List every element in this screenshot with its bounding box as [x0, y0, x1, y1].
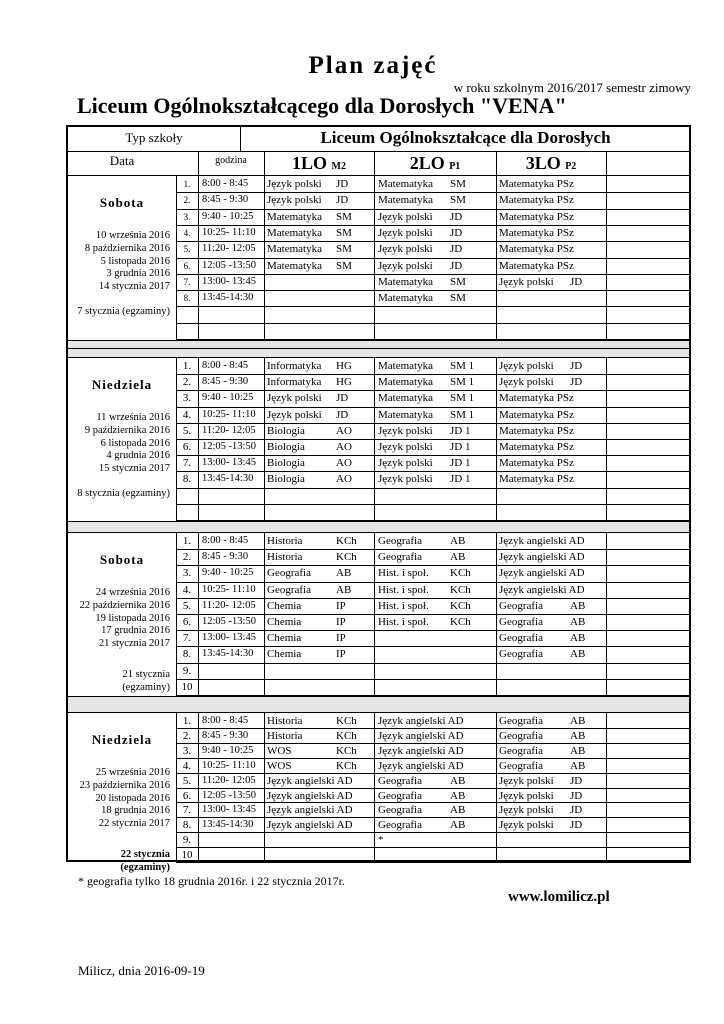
subject-3lo: Matematyka PSz — [499, 457, 574, 470]
subject-2lo: Hist. i społ. — [378, 599, 429, 612]
teacher-1lo: HG — [336, 376, 352, 389]
lesson-time: 13:00- 13:45 — [202, 632, 256, 644]
teacher-1lo: KCh — [336, 551, 357, 564]
lesson-time: 9:40 - 10:25 — [202, 392, 254, 404]
session-date: 20 listopada 2016 — [95, 792, 170, 804]
subject-2lo: Język polski — [378, 424, 433, 437]
teacher-1lo: KCh — [336, 729, 357, 742]
subject-1lo: Chemia — [267, 648, 302, 661]
lesson-number: 10 — [181, 680, 193, 693]
teacher-1lo: AO — [336, 473, 352, 486]
teacher-1lo: KCh — [336, 744, 357, 757]
lesson-number: 4. — [182, 583, 192, 596]
data-label: Data — [109, 153, 135, 168]
lesson-number: 7. — [182, 457, 192, 470]
subject-3lo: Geografia — [499, 632, 543, 645]
teacher-1lo: SM — [336, 243, 352, 256]
subject-2lo: Hist. i społ. — [378, 616, 429, 628]
subject-2lo: Matematyka — [378, 275, 433, 288]
subject-2lo: Język polski — [378, 457, 433, 470]
teacher-3lo: JD — [570, 360, 583, 372]
subject-2lo: Geografia — [378, 551, 422, 564]
teacher-3lo: AB — [570, 648, 586, 661]
session-date: 8 października 2016 — [84, 242, 170, 254]
subject-2lo: Język angielski AD — [378, 715, 464, 727]
session-date: 19 listopada 2016 — [95, 612, 170, 624]
teacher-2lo: SM 1 — [450, 408, 475, 421]
subject-1lo: Język angielski AD — [267, 789, 353, 802]
subject-3lo: Geografia — [499, 759, 543, 772]
lesson-number: 1. — [183, 179, 191, 189]
teacher-2lo: JD 1 — [450, 424, 471, 437]
subject-1lo: Język angielski AD — [267, 774, 353, 787]
lesson-time: 11:20- 12:05 — [202, 774, 256, 786]
lesson-time: 12:05 -13:50 — [202, 616, 256, 627]
subject-2lo: Matematyka — [378, 376, 433, 389]
lesson-time: 8:00 - 8:45 — [202, 715, 249, 726]
subject-3lo: Geografia — [499, 744, 543, 757]
subject-2lo: Język polski — [378, 243, 433, 256]
teacher-2lo: JD — [450, 259, 463, 272]
lesson-time: 8:00 - 8:45 — [202, 360, 249, 371]
teacher-1lo: SM — [336, 210, 352, 223]
lesson-time: 13:00- 13:45 — [202, 457, 256, 469]
subject-1lo: Matematyka — [267, 226, 322, 239]
teacher-2lo: JD — [450, 243, 463, 256]
school-type-value: Liceum Ogólnokształcące dla Dorosłych — [320, 128, 611, 147]
subject-1lo: Informatyka — [267, 376, 322, 389]
subject-3lo: Język polski — [499, 275, 554, 288]
exam-date: 8 stycznia (egzaminy) — [77, 488, 170, 499]
subject-3lo: Matematyka PSz — [499, 259, 574, 272]
session-date: 24 września 2016 — [95, 587, 170, 598]
teacher-1lo: KCh — [336, 759, 357, 772]
subject-3lo: Matematyka PSz — [499, 408, 574, 421]
subject-3lo: Geografia — [499, 616, 543, 628]
teacher-3lo: AB — [570, 715, 586, 727]
teacher-2lo: KCh — [450, 616, 471, 628]
subject-1lo: Informatyka — [267, 360, 322, 372]
subject-3lo: Matematyka PSz — [499, 194, 574, 207]
teacher-2lo: JD — [450, 226, 463, 239]
teacher-3lo: JD — [570, 819, 583, 832]
exam-date: 22 stycznia — [120, 849, 170, 860]
lesson-number: 5. — [182, 774, 192, 787]
teacher-2lo: JD — [450, 210, 463, 223]
class-header-2lo: 2LO P1 — [409, 153, 461, 173]
lesson-number: 2. — [183, 195, 191, 206]
subject-2lo: Matematyka — [378, 360, 433, 372]
lesson-number: 1. — [182, 360, 192, 372]
subject-3lo: Język angielski AD — [499, 583, 585, 596]
subject-2lo: Język polski — [378, 210, 433, 223]
day-label: Niedziela — [91, 377, 153, 392]
teacher-1lo: HG — [336, 360, 352, 372]
subject-3lo: Geografia — [499, 729, 543, 742]
subject-3lo: Język polski — [499, 774, 554, 787]
schedule-table — [66, 125, 691, 873]
subject-3lo: Geografia — [499, 648, 543, 661]
lesson-number: 6. — [182, 789, 192, 802]
session-date: 25 września 2016 — [95, 767, 170, 778]
session-date: 10 września 2016 — [95, 230, 170, 241]
lesson-time: 10:25- 11:10 — [202, 226, 256, 238]
lesson-time: 10:25- 11:10 — [202, 759, 256, 771]
teacher-1lo: IP — [336, 599, 346, 612]
subject-3lo: Matematyka PSz — [499, 178, 574, 190]
teacher-3lo: AB — [570, 744, 586, 757]
lesson-time: 13:00- 13:45 — [202, 804, 256, 816]
teacher-1lo: AO — [336, 441, 352, 453]
subject-2lo: Geografia — [378, 804, 422, 817]
teacher-2lo: SM — [450, 194, 466, 207]
lesson-time: 8:45 - 9:30 — [202, 551, 249, 563]
subject-1lo: Matematyka — [267, 243, 322, 256]
lesson-number: 7. — [183, 276, 191, 287]
lesson-time: 11:20- 12:05 — [202, 424, 256, 436]
exam-date: (egzaminy) — [120, 862, 170, 873]
day-label: Niedziela — [91, 732, 153, 747]
day-label: Sobota — [99, 195, 145, 210]
teacher-1lo: JD — [336, 408, 349, 421]
subject-2lo: Język angielski AD — [378, 759, 464, 772]
session-date: 4 grudnia 2016 — [106, 450, 170, 462]
lesson-time: 8:45 - 9:30 — [202, 729, 249, 741]
session-date: 5 listopada 2016 — [100, 255, 170, 267]
subject-1lo: Historia — [267, 729, 303, 742]
teacher-1lo: SM — [336, 259, 352, 272]
godzina-label: godzina — [215, 155, 247, 166]
lesson-time: 8:45 - 9:30 — [202, 194, 249, 206]
session-date: 17 grudnia 2016 — [101, 625, 170, 637]
subject-1lo: Język polski — [267, 392, 322, 405]
lesson-number: 7. — [182, 632, 192, 645]
subject-1lo: Język angielski AD — [267, 804, 353, 817]
subject-1lo: Chemia — [267, 599, 302, 612]
subject-2lo: Język angielski AD — [378, 744, 464, 757]
subject-3lo: Język angielski AD — [499, 567, 585, 580]
teacher-2lo: SM — [450, 178, 466, 190]
lesson-time: 11:20- 12:05 — [202, 243, 256, 255]
subject-1lo: Geografia — [267, 583, 311, 596]
teacher-3lo: JD — [570, 774, 583, 787]
lesson-number: 5. — [182, 424, 192, 437]
lesson-time: 9:40 - 10:25 — [202, 567, 254, 579]
subject-3lo: Język polski — [499, 789, 554, 802]
subject-1lo: Biologia — [267, 424, 305, 437]
teacher-3lo: JD — [570, 789, 583, 802]
teacher-1lo: KCh — [336, 715, 357, 727]
subject-2lo: Geografia — [378, 819, 422, 832]
teacher-1lo: AB — [336, 583, 352, 596]
page-title: Plan zajęć — [308, 52, 438, 79]
lesson-number: 8. — [183, 293, 191, 304]
subject-2lo: Geografia — [378, 789, 422, 802]
teacher-2lo: SM — [450, 275, 466, 288]
subject-2lo: Matematyka — [378, 392, 433, 405]
exam-date: 7 stycznia (egzaminy) — [77, 306, 170, 317]
subject-2lo: Język polski — [378, 441, 433, 453]
subject-3lo: Matematyka PSz — [499, 210, 574, 223]
lesson-time: 12:05 -13:50 — [202, 441, 256, 452]
subject-1lo: Historia — [267, 715, 303, 727]
teacher-1lo: IP — [336, 616, 346, 628]
lesson-number: 6. — [182, 441, 192, 453]
lesson-number: 9. — [182, 834, 192, 847]
subject-1lo: Biologia — [267, 473, 305, 486]
lesson-number: 7. — [182, 804, 192, 817]
subject-3lo: Język polski — [499, 819, 554, 832]
subject-2lo: Język polski — [378, 226, 433, 239]
lesson-number: 1. — [182, 715, 192, 727]
teacher-1lo: JD — [336, 178, 349, 190]
subject-1lo: Geografia — [267, 567, 311, 580]
footnote: * geografia tylko 18 grudnia 2016r. i 22 stycznia 2017r. — [78, 874, 345, 888]
teacher-3lo: JD — [570, 376, 583, 389]
lesson-number: 9. — [182, 664, 192, 677]
teacher-1lo: AO — [336, 457, 352, 470]
website-url: www.lomilicz.pl — [508, 889, 610, 905]
lesson-number: 2. — [182, 376, 192, 389]
subject-1lo: WOS — [267, 759, 292, 772]
teacher-2lo: SM 1 — [450, 360, 475, 372]
lesson-time: 13:45-14:30 — [202, 292, 254, 304]
session-date: 22 stycznia 2017 — [98, 818, 170, 830]
teacher-3lo: AB — [570, 729, 586, 742]
subject-3lo: Matematyka PSz — [499, 473, 574, 486]
subject-1lo: Język polski — [267, 194, 322, 207]
subject-1lo: Matematyka — [267, 259, 322, 272]
teacher-2lo: KCh — [450, 567, 471, 580]
subject-1lo: Chemia — [267, 632, 302, 645]
subject-2lo: Hist. i społ. — [378, 567, 429, 580]
session-date: 3 grudnia 2016 — [106, 268, 170, 280]
lesson-number: 6. — [182, 616, 192, 628]
session-date: 6 listopada 2016 — [100, 437, 170, 449]
teacher-2lo: AB — [450, 774, 466, 787]
subject-3lo: Matematyka PSz — [499, 392, 574, 405]
session-date: 11 września 2016 — [96, 412, 170, 423]
subject-2lo: Język angielski AD — [378, 729, 464, 742]
subject-3lo: Język angielski AD — [499, 551, 585, 564]
subject-3lo: Matematyka PSz — [499, 243, 574, 256]
lesson-time: 12:05 -13:50 — [202, 259, 256, 271]
subject-2lo: * — [378, 834, 384, 847]
session-date: 18 grudnia 2016 — [101, 805, 170, 817]
subject-3lo: Język angielski AD — [499, 535, 585, 547]
lesson-time: 11:20- 12:05 — [202, 599, 256, 611]
lesson-time: 12:05 -13:50 — [202, 789, 256, 801]
teacher-2lo: AB — [450, 535, 466, 547]
lesson-number: 8. — [182, 648, 192, 661]
teacher-1lo: JD — [336, 392, 349, 405]
school-name: Liceum Ogólnokształcącego dla Dorosłych "VENA" — [77, 93, 567, 118]
session-date: 21 stycznia 2017 — [98, 638, 170, 650]
subject-1lo: Biologia — [267, 457, 305, 470]
lesson-number: 10 — [181, 849, 193, 862]
lesson-number: 4. — [182, 759, 192, 772]
lesson-time: 13:45-14:30 — [202, 819, 254, 831]
subject-1lo: Język angielski AD — [267, 819, 353, 832]
lesson-number: 2. — [182, 729, 192, 742]
teacher-2lo: SM 1 — [450, 392, 475, 405]
teacher-1lo: AB — [336, 567, 352, 580]
subject-2lo: Matematyka — [378, 194, 433, 207]
teacher-2lo: JD 1 — [450, 473, 471, 486]
subject-3lo: Geografia — [499, 599, 543, 612]
subject-1lo: WOS — [267, 744, 292, 757]
typ-szkoly-label: Typ szkoły — [125, 130, 183, 145]
teacher-2lo: AB — [450, 789, 466, 802]
teacher-3lo: AB — [570, 616, 586, 628]
subject-2lo: Język polski — [378, 473, 433, 486]
teacher-2lo: AB — [450, 819, 466, 832]
subject-1lo: Historia — [267, 551, 303, 564]
teacher-1lo: SM — [336, 226, 352, 239]
lesson-number: 3. — [183, 211, 191, 222]
subject-2lo: Matematyka — [378, 178, 433, 190]
teacher-3lo: AB — [570, 599, 586, 612]
lesson-number: 8. — [182, 473, 192, 486]
lesson-number: 5. — [182, 599, 192, 612]
lesson-time: 10:25- 11:10 — [202, 583, 256, 595]
teacher-1lo: IP — [336, 648, 346, 661]
lesson-number: 4. — [182, 408, 192, 421]
lesson-time: 13:45-14:30 — [202, 648, 254, 660]
session-date: 23 października 2016 — [79, 779, 170, 791]
subtitle: w roku szkolnym 2016/2017 semestr zimowy — [453, 80, 691, 95]
subject-2lo: Hist. i społ. — [378, 583, 429, 596]
session-date: 15 stycznia 2017 — [98, 463, 170, 475]
lesson-number: 6. — [183, 260, 191, 271]
subject-3lo: Matematyka PSz — [499, 441, 574, 453]
lesson-number: 4. — [183, 227, 191, 238]
subject-2lo: Język polski — [378, 259, 433, 272]
lesson-number: 3. — [182, 392, 192, 405]
exam-date: (egzaminy) — [122, 682, 170, 693]
subject-1lo: Biologia — [267, 441, 305, 453]
teacher-2lo: SM — [450, 292, 466, 305]
teacher-2lo: AB — [450, 551, 466, 564]
teacher-2lo: JD 1 — [450, 441, 471, 453]
subject-3lo: Matematyka PSz — [499, 424, 574, 437]
teacher-3lo: JD — [570, 275, 583, 288]
lesson-time: 13:00- 13:45 — [202, 275, 256, 287]
teacher-1lo: IP — [336, 632, 346, 645]
subject-3lo: Geografia — [499, 715, 543, 727]
teacher-2lo: KCh — [450, 599, 471, 612]
session-date: 22 października 2016 — [79, 599, 170, 611]
lesson-time: 8:00 - 8:45 — [202, 535, 249, 546]
lesson-number: 5. — [183, 244, 191, 255]
subject-2lo: Geografia — [378, 535, 422, 547]
teacher-1lo: JD — [336, 194, 349, 207]
subject-1lo: Matematyka — [267, 210, 322, 223]
class-header-3lo: 3LO P2 — [525, 153, 577, 173]
lesson-time: 9:40 - 10:25 — [202, 210, 254, 222]
teacher-3lo: JD — [570, 804, 583, 817]
teacher-3lo: AB — [570, 632, 586, 645]
subject-1lo: Język polski — [267, 178, 322, 190]
lesson-time: 9:40 - 10:25 — [202, 744, 254, 756]
subject-3lo: Matematyka PSz — [499, 226, 574, 239]
session-date: 9 października 2016 — [84, 424, 170, 436]
subject-3lo: Język polski — [499, 360, 554, 372]
lesson-time: 10:25- 11:10 — [202, 408, 256, 420]
subject-3lo: Język polski — [499, 804, 554, 817]
lesson-number: 3. — [182, 567, 192, 580]
lesson-number: 3. — [182, 744, 192, 757]
date-line: Milicz, dnia 2016-09-19 — [78, 963, 205, 978]
teacher-2lo: SM 1 — [450, 376, 475, 389]
subject-1lo: Historia — [267, 535, 303, 547]
subject-1lo: Chemia — [267, 616, 302, 628]
session-date: 14 stycznia 2017 — [98, 281, 170, 293]
teacher-2lo: KCh — [450, 583, 471, 596]
subject-2lo: Matematyka — [378, 408, 433, 421]
lesson-time: 8:00 - 8:45 — [202, 178, 249, 189]
lesson-number: 1. — [182, 535, 192, 547]
lesson-number: 8. — [182, 819, 192, 832]
teacher-3lo: AB — [570, 759, 586, 772]
subject-3lo: Język polski — [499, 376, 554, 389]
teacher-2lo: AB — [450, 804, 466, 817]
class-header-1lo: 1LO M2 — [292, 153, 346, 173]
teacher-1lo: KCh — [336, 535, 357, 547]
subject-1lo: Język polski — [267, 408, 322, 421]
lesson-number: 2. — [182, 551, 192, 564]
subject-2lo: Matematyka — [378, 292, 433, 305]
exam-date: 21 stycznia — [122, 669, 170, 680]
teacher-2lo: JD 1 — [450, 457, 471, 470]
lesson-time: 13:45-14:30 — [202, 473, 254, 485]
teacher-1lo: AO — [336, 424, 352, 437]
day-label: Sobota — [99, 552, 145, 567]
lesson-time: 8:45 - 9:30 — [202, 376, 249, 388]
subject-2lo: Geografia — [378, 774, 422, 787]
